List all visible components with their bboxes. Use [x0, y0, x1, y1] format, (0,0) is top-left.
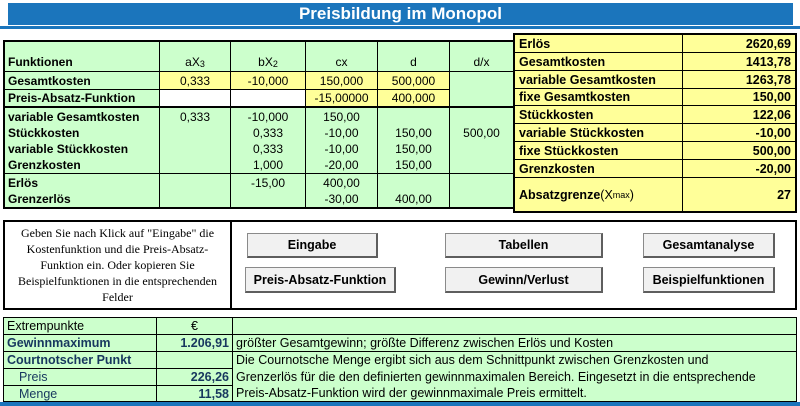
bottom-accent-bar — [0, 402, 800, 406]
row-label: variable Gesamtkosten — [8, 109, 140, 124]
cell: 150,00 — [377, 157, 449, 174]
absatzgrenze-value: 27 — [682, 178, 795, 211]
row-label: Erlös — [8, 175, 39, 190]
cell — [159, 125, 230, 141]
result-value: -10,00 — [682, 124, 795, 142]
result-value: 122,06 — [682, 106, 795, 124]
cell: -30,00 — [305, 191, 377, 207]
extremes-header: Extrempunkte — [4, 318, 156, 335]
currency-header: € — [156, 318, 232, 335]
cell — [449, 157, 513, 174]
desc-line: Grenzerlös für die den definierten gewinnmaximalen Bereich. Eingesetzt in die entsprechende — [236, 369, 756, 384]
desc-cell: größter Gesamtgewinn; größte Differenz zwischen Erlös und Kosten — [232, 335, 796, 352]
instructions-text: Geben Sie nach Klick auf "Eingabe" die Kostenfunktion und die Preis-Absatz-Funktion ein. Oder kopieren Sie Beispielfunktionen in die entsprechenden Felder — [5, 222, 232, 308]
cell — [449, 108, 513, 125]
cell: 150,00 — [305, 108, 377, 125]
row-label: Menge — [19, 386, 58, 401]
col-header: d — [377, 42, 449, 72]
row-label: Preis-Absatz-Funktion — [5, 90, 159, 108]
cell — [449, 72, 513, 90]
row-label: Gesamtkosten — [5, 72, 159, 90]
preis-absatz-funktion-button[interactable]: Preis-Absatz-Funktion — [245, 267, 396, 293]
beispielfunktionen-button[interactable]: Beispielfunktionen — [643, 267, 775, 293]
result-label: fixe Stückkosten — [515, 142, 682, 160]
row-label: Stückkosten — [8, 126, 80, 140]
cell — [159, 191, 230, 207]
input-cell[interactable]: 150,000 — [305, 72, 377, 90]
input-cell[interactable]: 400,000 — [377, 90, 449, 108]
result-label: Gesamtkosten — [515, 53, 682, 71]
value-cell: 11,58 — [156, 386, 232, 401]
result-label: variable Gesamtkosten — [515, 71, 682, 89]
cell: 150,00 — [377, 125, 449, 141]
cell: 400,00 — [377, 191, 449, 207]
input-cell[interactable] — [159, 90, 230, 108]
page-title: Preisbildung im Monopol — [8, 3, 793, 25]
row-label: Grenzerlös — [8, 192, 71, 206]
result-label: Erlös — [515, 35, 682, 53]
tabellen-button[interactable]: Tabellen — [445, 233, 603, 258]
col-header: bX 2 — [230, 42, 305, 72]
desc-line: Preis-Absatz-Funktion wird der gewinnmaximale Preis ermittelt. — [236, 386, 587, 400]
row-label: variable Stückkosten — [8, 142, 129, 156]
row-label: Preis — [4, 369, 156, 386]
cell: 150,00 — [377, 141, 449, 157]
title-underline — [0, 26, 800, 29]
input-cell[interactable]: -10,000 — [230, 72, 305, 90]
cell: 0,333 — [159, 108, 230, 125]
cell: -10,000 — [230, 108, 305, 125]
col-header: aX 3 — [159, 42, 230, 72]
cell — [159, 141, 230, 157]
cell — [449, 174, 513, 191]
cell — [230, 191, 305, 207]
cell — [377, 174, 449, 191]
cell — [449, 141, 513, 157]
eingabe-button[interactable]: Eingabe — [247, 233, 378, 258]
result-label: variable Stückkosten — [515, 124, 682, 142]
desc-cell — [232, 318, 796, 335]
result-value: 1413,78 — [682, 53, 795, 71]
col-header: d/x — [449, 42, 513, 72]
input-cell[interactable]: 500,000 — [377, 72, 449, 90]
cell — [159, 157, 230, 174]
functions-table — [3, 40, 515, 209]
result-value: 1263,78 — [682, 71, 795, 89]
cell: 400,00 — [305, 174, 377, 191]
results-panel — [513, 33, 797, 213]
input-cell[interactable]: -15,00000 — [305, 90, 377, 108]
result-value: 500,00 — [682, 142, 795, 160]
cell: -10,00 — [305, 141, 377, 157]
cell: 0,333 — [230, 125, 305, 141]
cell — [449, 191, 513, 207]
gewinn-verlust-button[interactable]: Gewinn/Verlust — [445, 267, 603, 293]
absatzgrenze-label: Absatzgrenze (X max ) — [519, 187, 634, 202]
result-label: Grenzkosten — [515, 160, 682, 178]
result-label: fixe Gesamtkosten — [515, 89, 682, 106]
cell: 500,00 — [449, 125, 513, 141]
cell: 1,000 — [230, 157, 305, 174]
extremes-table — [3, 317, 797, 402]
value-cell — [156, 352, 232, 369]
desc-line: Die Cournotsche Menge ergibt sich aus dem Schnittpunkt zwischen Grenzkosten und — [236, 353, 709, 367]
result-value: 2620,69 — [682, 35, 795, 53]
result-label: Stückkosten — [515, 106, 682, 124]
controls-box — [3, 220, 797, 310]
row-label: Courtnotscher Punkt — [4, 352, 156, 369]
input-cell[interactable]: 0,333 — [159, 72, 230, 90]
row-label: Gewinnmaximum — [4, 335, 156, 352]
col-header: cx — [305, 42, 377, 72]
value-cell: 226,26 — [156, 369, 232, 386]
row-label: Grenzkosten — [5, 157, 159, 174]
cell: -15,00 — [230, 174, 305, 191]
col-header: Funktionen — [5, 42, 159, 72]
result-value: 150,00 — [682, 89, 795, 106]
gesamtanalyse-button[interactable]: Gesamtanalyse — [643, 233, 775, 258]
cell — [377, 108, 449, 125]
cell: -10,00 — [305, 125, 377, 141]
cournot-description — [232, 352, 796, 401]
value-cell: 1.206,91 — [156, 335, 232, 352]
cell: 0,333 — [230, 141, 305, 157]
cell — [449, 90, 513, 108]
input-cell[interactable] — [230, 90, 305, 108]
cell: -20,00 — [305, 157, 377, 174]
result-value: -20,00 — [682, 160, 795, 178]
cell — [159, 174, 230, 191]
